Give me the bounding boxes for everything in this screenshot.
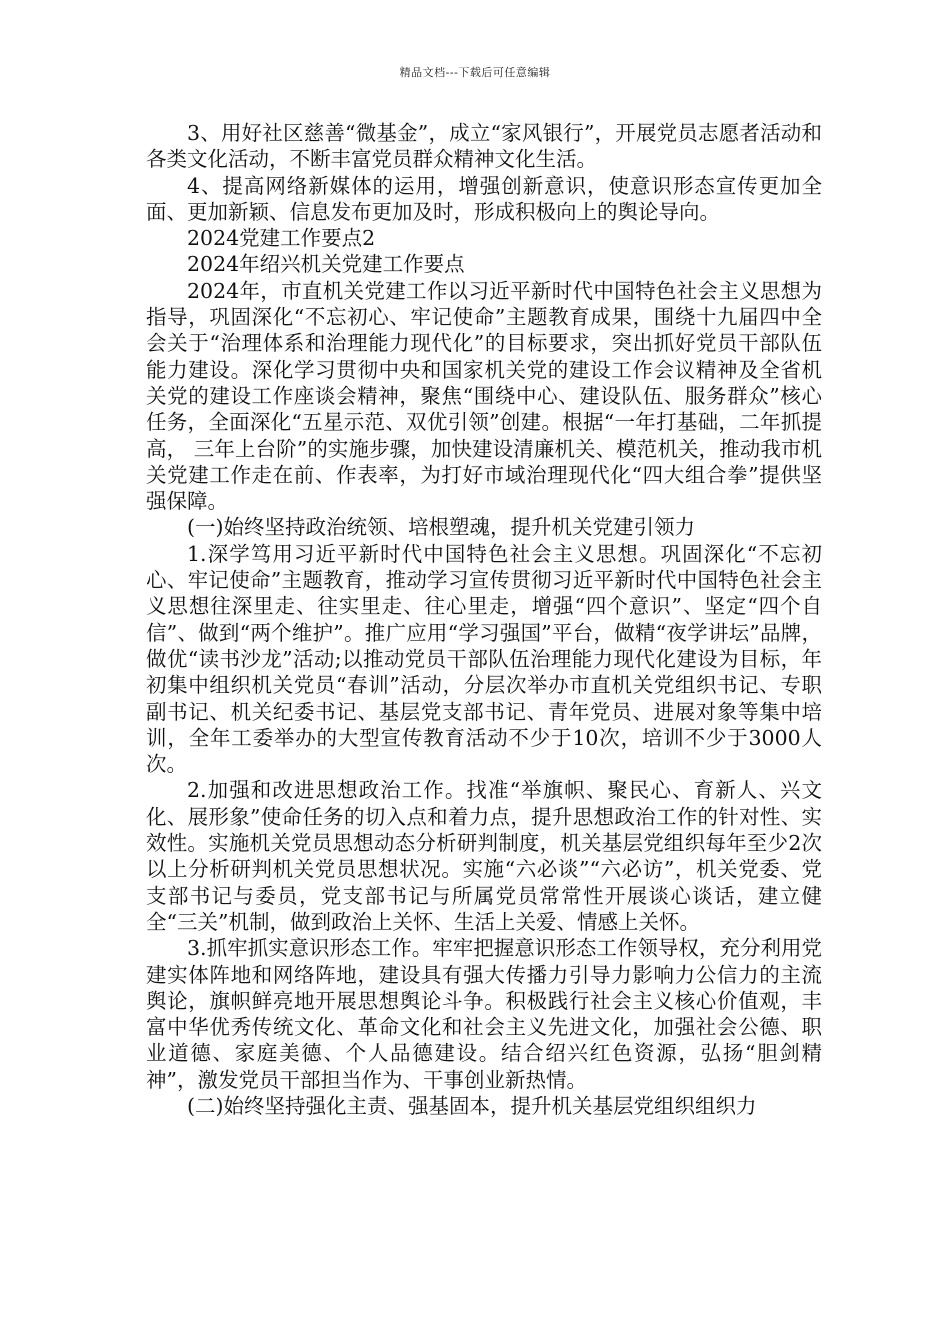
page-header: 精品文档---下载后可任意编辑 <box>399 66 551 79</box>
intro-paragraph: 2024年，市直机关党建工作以习近平新时代中国特色社会主义思想为指导，巩固深化“不忘初心、牢记使命”主题教育成果，围绕十九届四中全会关于“治理体系和治理能力现代化”的目标要求，突出抓好党员干部队伍能力建设。深化学习贯彻中央和国家机关党的建设工作会议精神及全省机关党的建设工作座谈会精神，聚焦“围绕中心、建设队伍、服务群众”核心任务，全面深化“五星示范、双优引领”创建。根据“一年打基础，二年抓提高， 三年上台阶”的实施步骤，加快建设清廉机关、模范机关，推动我市机关党建工作走在前、作表率，为打好市域治理现代化“四大组合拳”提供坚强保障。 <box>146 278 822 514</box>
paragraph-item-3: 3、用好社区慈善“微基金”，成立“家风银行”，开展党员志愿者活动和各类文化活动，不断丰富党员群众精神文化生活。 <box>146 121 822 172</box>
paragraph-point-3: 3.抓牢抓实意识形态工作。牢牢把握意识形态工作领导权，充分利用党建实体阵地和网络阵地，建设具有强大传播力引导力影响力公信力的主流舆论，旗帜鲜亮地开展思想舆论斗争。积极践行社会主义核心价值观，丰富中华优秀传统文化、革命文化和社会主义先进文化，加强社会公德、职业道德、家庭美德、个人品德建设。结合绍兴红色资源，弘扬“胆剑精神”，激发党员干部担当作为、干事创业新热情。 <box>146 936 822 1092</box>
paragraph-item-4: 4、提高网络新媒体的运用，增强创新意识，使意识形态宣传更加全面、更加新颖、信息发布更加及时，形成积极向上的舆论导向。 <box>146 173 822 224</box>
subheading-2: (二)始终坚持强化主责、强基固本，提升机关基层党组织组织力 <box>187 1093 757 1118</box>
paragraph-point-2: 2.加强和改进思想政治工作。找准“举旗帜、聚民心、育新人、兴文化、展形象”使命任务的切入点和着力点，提升思想政治工作的针对性、实效性。实施机关党员思想动态分析研判制度，机关基层党组织每年至少2次以上分析研判机关党员思想状况。实施“六必谈”“六必访”，机关党委、党支部书记与委员，党支部书记与所属党员常常性开展谈心谈话，建立健全“三关”机制，做到政治上关怀、生活上关爱、情感上关怀。 <box>146 778 822 934</box>
subheading-1: (一)始终坚持政治统领、培根塑魂，提升机关党建引领力 <box>187 515 695 540</box>
section-heading-2024-points-2: 2024党建工作要点2 <box>187 226 376 251</box>
document-body <box>146 120 822 1119</box>
document-title: 2024年绍兴机关党建工作要点 <box>187 252 465 277</box>
paragraph-point-1: 1.深学笃用习近平新时代中国特色社会主义思想。巩固深化“不忘初心、牢记使命”主题教育，推动学习宣传贯彻习近平新时代中国特色社会主义思想往深里走、往实里走、往心里走，增强“四个意识”、坚定“四个自信”、做到“两个维护”。推广应用“学习强国”平台，做精“夜学讲坛”品牌，做优“读书沙龙”活动;以推动党员干部队伍治理能力现代化建设为目标，年初集中组织机关党员“春训”活动，分层次举办市直机关党组织书记、专职副书记、机关纪委书记、基层党支部书记、青年党员、进展对象等集中培训，全年工委举办的大型宣传教育活动不少于10次，培训不少于3000人次。 <box>146 541 822 777</box>
